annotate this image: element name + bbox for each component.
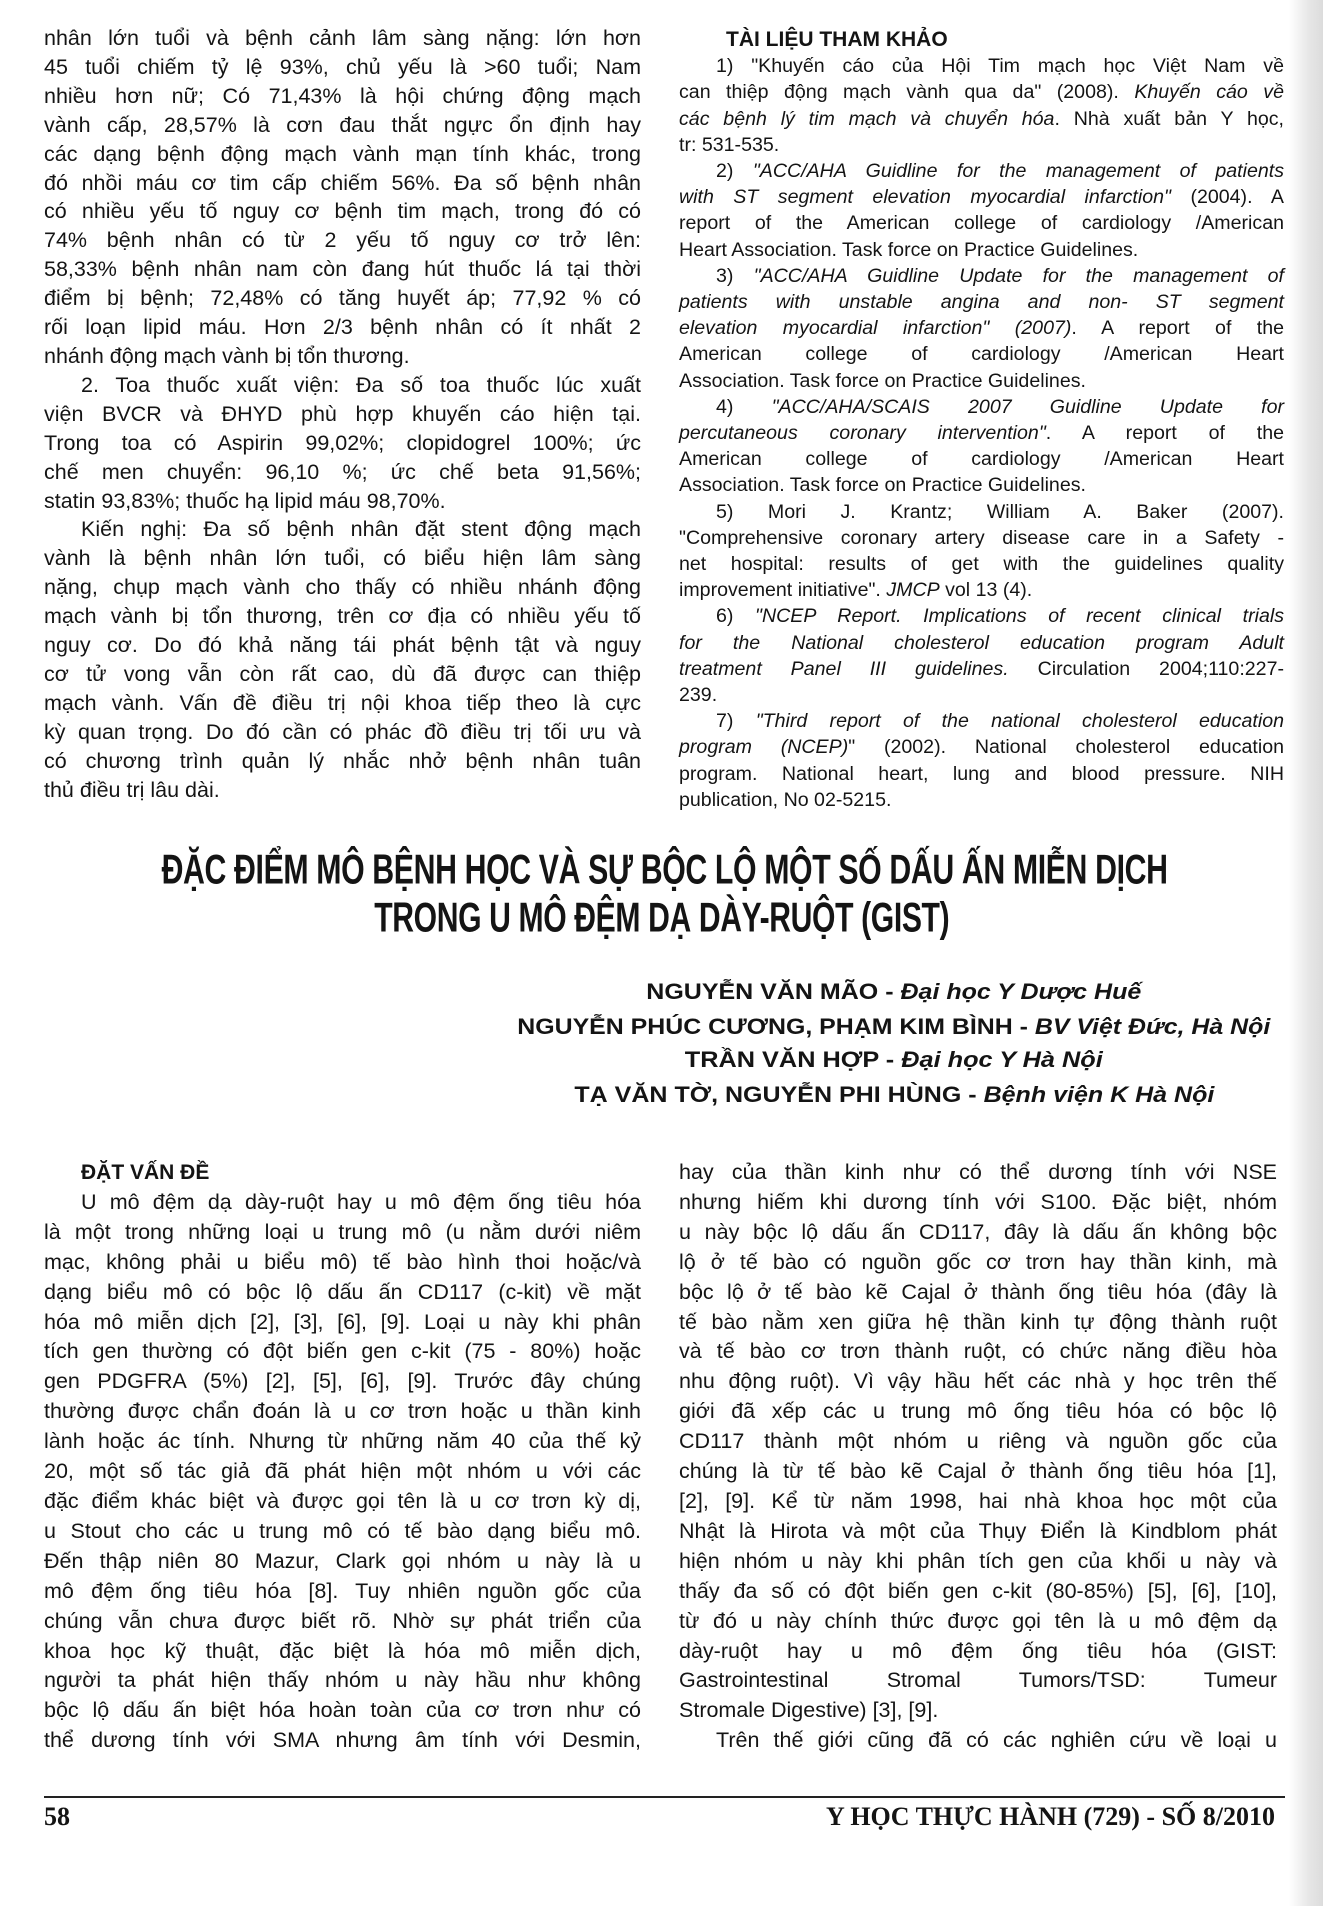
- text-line: [679, 656, 1284, 682]
- text-line: thấy đa số có đột biến gen c-kit (80-85%) [5], [6], [10],: [679, 1578, 1277, 1603]
- text-line: [679, 761, 1284, 787]
- text-line: nặng, chụp mạch vành cho thấy có nhiều nhánh động: [44, 575, 641, 600]
- text-line: [679, 263, 1284, 289]
- text-segment: 1) "Khuyến cáo của Hội Tim mạch học Việt Nam về: [716, 55, 1284, 78]
- text-line: tích gen thường có đột biến gen c-kit (75 - 80%) hoặc: [44, 1339, 641, 1364]
- text-line: 20, một số tác giả đã phát hiện một nhóm u với các: [44, 1459, 641, 1484]
- text-line: thường được chẩn đoán là u cơ trơn hoặc u thần kinh: [44, 1399, 641, 1424]
- text-line: các dạng bệnh động mạch vành mạn tính khác, trong: [44, 141, 641, 166]
- text-line: [679, 630, 1284, 656]
- text-segment: (2004). A: [1170, 186, 1284, 209]
- italic-text: program (NCEP): [679, 736, 849, 759]
- text-segment: tr: 531-535.: [679, 133, 780, 156]
- text-line: [679, 603, 1284, 629]
- italic-text: Khuyến cáo về: [1134, 81, 1284, 104]
- references-column: [679, 27, 1284, 813]
- text-line: chúng vẫn chưa được biết rõ. Nhờ sự phát triển của: [44, 1608, 641, 1633]
- text-segment: . A report of the: [1071, 317, 1284, 340]
- text-segment: improvement initiative".: [679, 579, 887, 602]
- text-segment: Association. Task force on Practice Guidelines.: [679, 474, 1086, 497]
- text-line: mạc, không phải u biểu mô) tế bào hình thoi hoặc/và: [44, 1249, 641, 1274]
- text-segment: Heart Association. Task force on Practice Guidelines.: [679, 238, 1139, 261]
- text-segment: American college of cardiology /American Heart: [679, 343, 1284, 366]
- italic-text: treatment Panel III guidelines.: [679, 657, 1009, 680]
- italic-text: "ACC/AHA Guidline Update for the management of: [753, 264, 1284, 287]
- text-line: hóa mô miễn dịch [2], [3], [6], [9]. Loại u này khi phân: [44, 1309, 641, 1334]
- text-line: 74% bệnh nhân có từ 2 yếu tố nguy cơ trở lên:: [44, 228, 641, 253]
- text-line: [679, 237, 1284, 263]
- text-segment: . Nhà xuất bản Y học,: [1054, 107, 1285, 130]
- page-number: 58: [44, 1802, 70, 1831]
- text-line: [679, 734, 1284, 760]
- italic-text: "NCEP Report. Implications of recent clinical trials: [755, 605, 1284, 628]
- text-line: nhu động ruột). Vì vậy hầu hết các nhà y học trên thế: [679, 1369, 1277, 1394]
- text-segment: publication, No 02-5215.: [679, 788, 892, 811]
- text-segment: 7): [716, 710, 756, 733]
- author-line: TRẦN VĂN HỢP - Đại học Y Hà Nội: [685, 1047, 1103, 1072]
- text-line: [679, 577, 1284, 603]
- text-line: nhân lớn tuổi và bệnh cảnh lâm sàng nặng: lớn hơn: [44, 26, 641, 50]
- article-title-line-1: ĐẶC ĐIỂM MÔ BỆNH HỌC VÀ SỰ BỘC LỘ MỘT SỐ DẤU ẤN MIỄN DỊCH: [161, 846, 1168, 894]
- text-line: thể dương tính với SMA nhưng âm tính với Desmin,: [44, 1728, 641, 1753]
- text-segment: American college of cardiology /American Heart: [679, 448, 1284, 471]
- introduction-column-left: [44, 1158, 641, 1756]
- journal-issue: Y HỌC THỰC HÀNH (729) - SỐ 8/2010: [826, 1802, 1275, 1831]
- text-line: điểm bị bệnh; 72,48% có tăng huyết áp; 77,92 % có: [44, 286, 641, 311]
- text-line: 45 tuổi chiếm tỷ lệ 93%, chủ yếu là >60 tuổi; Nam: [44, 54, 641, 79]
- text-line: vành là bệnh nhân lớn tuổi, có biểu hiện lâm sàng: [44, 546, 641, 571]
- text-segment: Association. Task force on Practice Guidelines.: [679, 369, 1086, 392]
- text-line: dạng biểu mô có bộc lộ dấu ấn CD117 (c-kit) về mặt: [44, 1279, 641, 1304]
- text-line: hiện nhóm u này khi phân tích gen của khối u này và: [679, 1548, 1277, 1573]
- italic-text: with ST segment elevation myocardial infarction": [679, 186, 1171, 209]
- text-line: kỳ quan trọng. Do đó cần có phác đồ điều trị tối ưu và: [44, 719, 641, 744]
- text-line: [679, 341, 1284, 367]
- author-affiliation: Đại học Y Hà Nội: [901, 1047, 1103, 1072]
- text-line: mạch vành bị tổn thương, trên cơ địa có nhiều yếu tố: [44, 604, 641, 629]
- text-line: [679, 682, 1284, 708]
- text-line: bộc lộ dấu ấn biệt hóa hoàn toàn của cơ trơn như có: [44, 1698, 641, 1723]
- italic-text: JMCP: [886, 579, 940, 602]
- text-line: Nhật là Hirota và một của Thụy Điển là Kindblom phát: [679, 1518, 1277, 1543]
- italic-text: for the National cholesterol education program Adult: [679, 631, 1284, 654]
- text-line: từ đó u này chính thức được gọi tên là u mô đệm dạ: [679, 1608, 1277, 1633]
- text-segment: can thiệp động mạch vành qua da" (2008).: [679, 81, 1135, 104]
- text-line: mạch vành. Vấn đề điều trị nội khoa tiếp theo là cực: [44, 690, 641, 715]
- text-segment: vol 13 (4).: [939, 579, 1033, 602]
- text-line: dày-ruột hay u mô đệm ống tiêu hóa (GIST:: [679, 1638, 1277, 1663]
- text-line: [679, 368, 1284, 394]
- italic-text: "ACC/AHA Guidline for the management of patients: [752, 160, 1284, 183]
- text-line: [679, 499, 1284, 525]
- text-line: u này bộc lộ dấu ấn CD117, đây là dấu ấn không bộc: [679, 1219, 1277, 1244]
- text-segment: Circulation 2004;110:227-: [1008, 657, 1284, 680]
- text-line: đó nhồi máu cơ tim cấp chiếm 56%. Đa số bệnh nhân: [44, 170, 641, 195]
- text-line: [679, 472, 1284, 498]
- introduction-column-right: [679, 1158, 1277, 1756]
- text-line: Gastrointestinal Stromal Tumors/TSD: Tumeur: [679, 1668, 1277, 1693]
- text-line: Stromale Digestive) [3], [9].: [679, 1698, 939, 1723]
- article-title-line-2: TRONG U MÔ ĐỆM DẠ DÀY-RUỘT (GIST): [374, 894, 949, 942]
- text-line: [679, 420, 1284, 446]
- italic-text: các bệnh lý tim mạch và chuyển hóa: [679, 107, 1055, 130]
- text-line: [679, 446, 1284, 472]
- italic-text: percutaneous coronary intervention": [679, 422, 1046, 445]
- footer-divider: [44, 1796, 1285, 1798]
- text-segment: net hospital: results of get with the guidelines quality: [679, 553, 1284, 576]
- text-line: rối loạn lipid máu. Hơn 2/3 bệnh nhân có ít nhất 2: [44, 315, 641, 340]
- author-line: NGUYỄN VĂN MÃO - Đại học Y Dược Huế: [646, 979, 1142, 1004]
- text-line: người ta phát hiện thấy nhóm u này hầu như không: [44, 1668, 641, 1693]
- text-line: [679, 210, 1284, 236]
- text-line: tế bào nằm xen giữa hệ thần kinh tự động thành ruột: [679, 1309, 1277, 1334]
- text-line: 2. Toa thuốc xuất viện: Đa số toa thuốc lúc xuất: [81, 372, 641, 397]
- text-line: 58,33% bệnh nhân nam còn đang hút thuốc lá tại thời: [44, 257, 641, 282]
- text-line: [679, 289, 1284, 315]
- text-line: [679, 525, 1284, 551]
- section-heading: ĐẶT VẤN ĐỀ: [81, 1161, 210, 1184]
- text-line: CD117 thành một nhóm u riêng và nguồn gốc của: [679, 1429, 1277, 1454]
- text-line: [679, 158, 1284, 184]
- text-segment: 239.: [679, 684, 718, 707]
- text-line: lành hoặc ác tính. Nhưng từ những năm 40 của thế kỷ: [44, 1429, 641, 1454]
- text-line: nguy cơ. Do đó khả năng tái phát bệnh tật và nguy: [44, 633, 641, 658]
- author-line: NGUYỄN PHÚC CƯƠNG, PHẠM KIM BÌNH - BV Việt Đức, Hà Nội: [517, 1014, 1271, 1039]
- text-segment: . A report of the: [1045, 422, 1284, 445]
- text-line: [679, 106, 1284, 132]
- text-segment: 4): [716, 395, 772, 418]
- text-line: u Stout cho các u trung mô có tế bào dạng biểu mô.: [44, 1518, 641, 1543]
- text-segment: 2): [716, 160, 753, 183]
- text-line: [679, 708, 1284, 734]
- references-heading: TÀI LIỆU THAM KHẢO: [726, 28, 948, 51]
- text-line: nhiều hơn nữ; Có 71,43% là hội chứng động mạch: [44, 83, 641, 108]
- text-line: khoa học kỹ thuật, đặc biệt là hóa mô miễn dịch,: [44, 1638, 641, 1663]
- text-line: và tế bào cơ trơn thành ruột, có chức năng điều hòa: [679, 1339, 1277, 1364]
- text-line: [2], [9]. Kể từ năm 1998, hai nhà khoa học một của: [679, 1488, 1277, 1513]
- text-line: viện BVCR và ĐHYD phù hợp khuyến cáo hiện tại.: [44, 401, 641, 426]
- text-line: bộc lộ ở tế bào kẽ Cajal ở thành ống tiêu hóa (đây là: [679, 1279, 1277, 1304]
- text-line: hay của thần kinh như có thể dương tính với NSE: [679, 1160, 1277, 1184]
- text-line: [679, 315, 1284, 341]
- text-line: có chương trình quản lý nhắc nhở bệnh nhân tuân: [44, 748, 641, 773]
- text-line: [679, 53, 1284, 79]
- text-segment: "Comprehensive coronary artery disease care in a Safety -: [679, 526, 1284, 549]
- text-line: Trên thế giới cũng đã có các nghiên cứu về loại u: [716, 1728, 1277, 1753]
- text-line: [679, 551, 1284, 577]
- scan-shadow-edge: [1289, 0, 1323, 1906]
- text-line: gen PDGFRA (5%) [2], [5], [6], [9]. Trước đây chúng: [44, 1369, 641, 1394]
- text-line: chế men chuyển: 96,10 %; ức chế beta 91,56%;: [44, 459, 641, 484]
- text-line: thủ điều trị lâu dài.: [44, 777, 220, 802]
- text-line: [679, 79, 1284, 105]
- conclusion-column: [44, 24, 641, 804]
- italic-text: elevation myocardial infarction" (2007): [679, 317, 1072, 340]
- text-line: giới đã xếp các u trung mô ống tiêu hóa có bộc lộ: [679, 1399, 1277, 1424]
- text-line: statin 93,83%; thuốc hạ lipid máu 98,70%.: [44, 488, 446, 513]
- text-line: U mô đệm dạ dày-ruột hay u mô đệm ống tiêu hóa: [81, 1189, 641, 1214]
- author-line: TẠ VĂN TỜ, NGUYỄN PHI HÙNG - Bệnh viện K Hà Nội: [574, 1082, 1214, 1107]
- text-line: nhưng hiếm khi dương tính với S100. Đặc biệt, nhóm: [679, 1189, 1277, 1214]
- italic-text: "ACC/AHA/SCAIS 2007 Guidline Update for: [771, 395, 1284, 418]
- text-line: nhánh động mạch vành bị tổn thương.: [44, 343, 410, 368]
- text-line: [679, 184, 1284, 210]
- text-line: Kiến nghị: Đa số bệnh nhân đặt stent động mạch: [81, 517, 641, 542]
- author-affiliation: BV Việt Đức, Hà Nội: [1035, 1014, 1271, 1039]
- text-line: vành cấp, 28,57% là cơn đau thắt ngực ổn định hay: [44, 112, 641, 137]
- italic-text: "Third report of the national cholesterol education: [755, 710, 1284, 733]
- text-line: Trong toa có Aspirin 99,02%; clopidogrel 100%; ức: [44, 430, 641, 455]
- text-segment: 3): [716, 264, 754, 287]
- text-line: [679, 787, 1284, 813]
- text-line: cơ tử vong vẫn còn rất cao, dù đã được can thiệp: [44, 661, 641, 686]
- text-line: mô đệm ống tiêu hóa [8]. Tuy nhiên nguồn gốc của: [44, 1578, 641, 1603]
- text-line: Đến thập niên 80 Mazur, Clark gọi nhóm u này là u: [44, 1548, 641, 1573]
- author-affiliation: Đại học Y Dược Huế: [900, 979, 1142, 1004]
- text-line: lộ ở tế bào có nguồn gốc cơ trơn hay thần kinh, mà: [679, 1249, 1277, 1274]
- text-line: đặc điểm khác biệt và được gọi tên là u cơ trơn kỳ dị,: [44, 1488, 641, 1513]
- text-line: chúng là từ tế bào kẽ Cajal ở thành ống tiêu hóa [1],: [679, 1459, 1277, 1484]
- text-line: [679, 394, 1284, 420]
- text-segment: " (2002). National cholesterol education: [848, 736, 1284, 759]
- author-affiliation: Bệnh viện K Hà Nội: [983, 1082, 1214, 1107]
- text-line: có nhiều yếu tố nguy cơ bệnh tim mạch, trong đó có: [44, 199, 641, 224]
- text-segment: 5) Mori J. Krantz; William A. Baker (2007).: [716, 500, 1284, 523]
- text-line: [679, 132, 1284, 158]
- italic-text: patients with unstable angina and non- ST segment: [679, 291, 1284, 314]
- text-segment: program. National heart, lung and blood pressure. NIH: [679, 762, 1284, 785]
- text-segment: report of the American college of cardiology /American: [679, 212, 1284, 235]
- text-segment: 6): [716, 605, 756, 628]
- text-line: là một trong những loại u trung mô (u nằm dưới niêm: [44, 1219, 641, 1244]
